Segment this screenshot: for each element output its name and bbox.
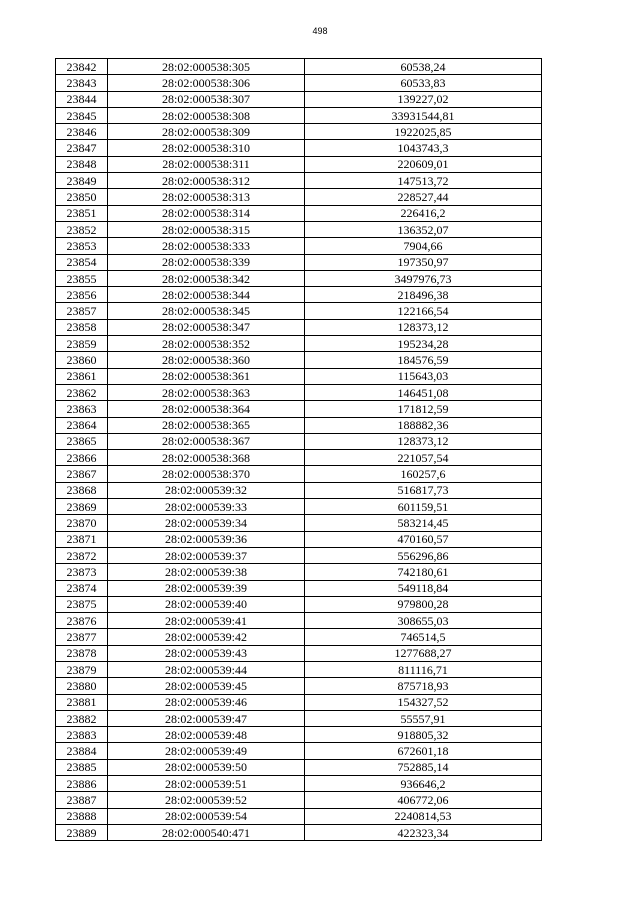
cadastral-number-cell: 28:02:000539:48 [108, 727, 305, 743]
cadastral-number-cell: 28:02:000538:309 [108, 124, 305, 140]
value-cell: 918805,32 [305, 727, 542, 743]
cadastral-number-cell: 28:02:000540:471 [108, 824, 305, 840]
value-cell: 226416,2 [305, 205, 542, 221]
cadastral-number-cell: 28:02:000538:308 [108, 107, 305, 123]
cadastral-number-cell: 28:02:000539:46 [108, 694, 305, 710]
cadastral-number-cell: 28:02:000538:361 [108, 368, 305, 384]
cadastral-number-cell: 28:02:000538:363 [108, 384, 305, 400]
value-cell: 746514,5 [305, 629, 542, 645]
row-number-cell: 23859 [56, 336, 108, 352]
value-cell: 556296,86 [305, 547, 542, 563]
row-number-cell: 23880 [56, 678, 108, 694]
value-cell: 195234,28 [305, 336, 542, 352]
value-cell: 742180,61 [305, 564, 542, 580]
row-number-cell: 23863 [56, 401, 108, 417]
value-cell: 197350,97 [305, 254, 542, 270]
cadastral-number-cell: 28:02:000538:370 [108, 466, 305, 482]
row-number-cell: 23868 [56, 482, 108, 498]
cadastral-number-cell: 28:02:000539:50 [108, 759, 305, 775]
value-cell: 128373,12 [305, 319, 542, 335]
table-row [56, 596, 542, 612]
table-row [56, 515, 542, 531]
table-row [56, 613, 542, 629]
cadastral-number-cell: 28:02:000538:307 [108, 91, 305, 107]
row-number-cell: 23876 [56, 613, 108, 629]
value-cell: 33931544,81 [305, 107, 542, 123]
table-row [56, 238, 542, 254]
row-number-cell: 23871 [56, 531, 108, 547]
value-cell: 406772,06 [305, 792, 542, 808]
cadastral-number-cell: 28:02:000539:52 [108, 792, 305, 808]
value-cell: 1277688,27 [305, 645, 542, 661]
cadastral-number-cell: 28:02:000538:342 [108, 270, 305, 286]
cadastral-number-cell: 28:02:000539:42 [108, 629, 305, 645]
row-number-cell: 23857 [56, 303, 108, 319]
row-number-cell: 23864 [56, 417, 108, 433]
cadastral-number-cell: 28:02:000539:47 [108, 710, 305, 726]
cadastral-number-cell: 28:02:000538:313 [108, 189, 305, 205]
cadastral-number-cell: 28:02:000538:364 [108, 401, 305, 417]
cadastral-number-cell: 28:02:000539:44 [108, 661, 305, 677]
table-row [56, 694, 542, 710]
value-cell: 171812,59 [305, 401, 542, 417]
value-cell: 1922025,85 [305, 124, 542, 140]
table-row [56, 629, 542, 645]
value-cell: 601159,51 [305, 499, 542, 515]
table-row [56, 303, 542, 319]
table-row [56, 124, 542, 140]
table-row [56, 254, 542, 270]
cadastral-number-cell: 28:02:000538:360 [108, 352, 305, 368]
value-cell: 146451,08 [305, 384, 542, 400]
value-cell: 136352,07 [305, 221, 542, 237]
row-number-cell: 23847 [56, 140, 108, 156]
cadastral-number-cell: 28:02:000538:347 [108, 319, 305, 335]
cadastral-number-cell: 28:02:000539:54 [108, 808, 305, 824]
row-number-cell: 23873 [56, 564, 108, 580]
table-row [56, 433, 542, 449]
cadastral-number-cell: 28:02:000538:314 [108, 205, 305, 221]
value-cell: 422323,34 [305, 824, 542, 840]
table-row [56, 661, 542, 677]
row-number-cell: 23849 [56, 173, 108, 189]
value-cell: 811116,71 [305, 661, 542, 677]
table-row [56, 384, 542, 400]
table-row [56, 824, 542, 840]
value-cell: 115643,03 [305, 368, 542, 384]
table-row [56, 482, 542, 498]
page-number: 498 [312, 26, 328, 36]
value-cell: 139227,02 [305, 91, 542, 107]
value-cell: 221057,54 [305, 450, 542, 466]
row-number-cell: 23885 [56, 759, 108, 775]
cadastral-number-cell: 28:02:000538:311 [108, 156, 305, 172]
row-number-cell: 23874 [56, 580, 108, 596]
value-cell: 752885,14 [305, 759, 542, 775]
cadastral-value-table [55, 58, 542, 841]
table-row [56, 678, 542, 694]
table-row [56, 107, 542, 123]
row-number-cell: 23851 [56, 205, 108, 221]
value-cell: 188882,36 [305, 417, 542, 433]
table-row [56, 743, 542, 759]
cadastral-number-cell: 28:02:000539:38 [108, 564, 305, 580]
cadastral-number-cell: 28:02:000538:315 [108, 221, 305, 237]
row-number-cell: 23844 [56, 91, 108, 107]
cadastral-number-cell: 28:02:000538:310 [108, 140, 305, 156]
value-cell: 2240814,53 [305, 808, 542, 824]
row-number-cell: 23875 [56, 596, 108, 612]
table-row [56, 401, 542, 417]
row-number-cell: 23858 [56, 319, 108, 335]
table-row [56, 547, 542, 563]
cadastral-number-cell: 28:02:000538:352 [108, 336, 305, 352]
cadastral-number-cell: 28:02:000538:312 [108, 173, 305, 189]
value-cell: 60533,83 [305, 75, 542, 91]
cadastral-number-cell: 28:02:000539:32 [108, 482, 305, 498]
row-number-cell: 23888 [56, 808, 108, 824]
row-number-cell: 23843 [56, 75, 108, 91]
cadastral-number-cell: 28:02:000539:49 [108, 743, 305, 759]
row-number-cell: 23842 [56, 59, 108, 75]
value-cell: 55557,91 [305, 710, 542, 726]
row-number-cell: 23883 [56, 727, 108, 743]
table-row [56, 727, 542, 743]
cadastral-number-cell: 28:02:000538:367 [108, 433, 305, 449]
table-row [56, 580, 542, 596]
table-row [56, 710, 542, 726]
table-row [56, 189, 542, 205]
cadastral-number-cell: 28:02:000539:34 [108, 515, 305, 531]
value-cell: 128373,12 [305, 433, 542, 449]
table-row [56, 776, 542, 792]
cadastral-number-cell: 28:02:000539:37 [108, 547, 305, 563]
table-row [56, 450, 542, 466]
table-row [56, 499, 542, 515]
row-number-cell: 23845 [56, 107, 108, 123]
row-number-cell: 23882 [56, 710, 108, 726]
cadastral-number-cell: 28:02:000538:365 [108, 417, 305, 433]
cadastral-number-cell: 28:02:000539:36 [108, 531, 305, 547]
row-number-cell: 23854 [56, 254, 108, 270]
cadastral-number-cell: 28:02:000539:43 [108, 645, 305, 661]
table-row [56, 91, 542, 107]
cadastral-number-cell: 28:02:000538:305 [108, 59, 305, 75]
value-cell: 308655,03 [305, 613, 542, 629]
cadastral-number-cell: 28:02:000538:368 [108, 450, 305, 466]
value-cell: 672601,18 [305, 743, 542, 759]
value-cell: 218496,38 [305, 287, 542, 303]
row-number-cell: 23889 [56, 824, 108, 840]
table-row [56, 564, 542, 580]
value-cell: 122166,54 [305, 303, 542, 319]
table-row [56, 336, 542, 352]
table-body [56, 59, 542, 841]
table-row [56, 270, 542, 286]
table-row [56, 319, 542, 335]
value-cell: 228527,44 [305, 189, 542, 205]
cadastral-number-cell: 28:02:000538:339 [108, 254, 305, 270]
row-number-cell: 23861 [56, 368, 108, 384]
cadastral-number-cell: 28:02:000539:33 [108, 499, 305, 515]
row-number-cell: 23860 [56, 352, 108, 368]
table-row [56, 287, 542, 303]
value-cell: 7904,66 [305, 238, 542, 254]
cadastral-number-cell: 28:02:000538:344 [108, 287, 305, 303]
value-cell: 875718,93 [305, 678, 542, 694]
cadastral-number-cell: 28:02:000539:45 [108, 678, 305, 694]
table-row [56, 368, 542, 384]
value-cell: 516817,73 [305, 482, 542, 498]
cadastral-number-cell: 28:02:000539:41 [108, 613, 305, 629]
table-row [56, 417, 542, 433]
cadastral-number-cell: 28:02:000538:306 [108, 75, 305, 91]
row-number-cell: 23884 [56, 743, 108, 759]
table-row [56, 759, 542, 775]
row-number-cell: 23869 [56, 499, 108, 515]
row-number-cell: 23855 [56, 270, 108, 286]
row-number-cell: 23887 [56, 792, 108, 808]
row-number-cell: 23877 [56, 629, 108, 645]
table-row [56, 808, 542, 824]
value-cell: 184576,59 [305, 352, 542, 368]
cadastral-number-cell: 28:02:000539:51 [108, 776, 305, 792]
cadastral-number-cell: 28:02:000538:333 [108, 238, 305, 254]
value-cell: 583214,45 [305, 515, 542, 531]
row-number-cell: 23856 [56, 287, 108, 303]
cadastral-number-cell: 28:02:000539:39 [108, 580, 305, 596]
table-row [56, 140, 542, 156]
row-number-cell: 23848 [56, 156, 108, 172]
table-row [56, 173, 542, 189]
row-number-cell: 23870 [56, 515, 108, 531]
value-cell: 936646,2 [305, 776, 542, 792]
row-number-cell: 23872 [56, 547, 108, 563]
row-number-cell: 23879 [56, 661, 108, 677]
table-row [56, 466, 542, 482]
table-row [56, 531, 542, 547]
table-row [56, 645, 542, 661]
table-row [56, 59, 542, 75]
table-row [56, 792, 542, 808]
row-number-cell: 23881 [56, 694, 108, 710]
value-cell: 220609,01 [305, 156, 542, 172]
value-cell: 470160,57 [305, 531, 542, 547]
value-cell: 160257,6 [305, 466, 542, 482]
row-number-cell: 23862 [56, 384, 108, 400]
value-cell: 147513,72 [305, 173, 542, 189]
cadastral-number-cell: 28:02:000538:345 [108, 303, 305, 319]
row-number-cell: 23886 [56, 776, 108, 792]
row-number-cell: 23865 [56, 433, 108, 449]
row-number-cell: 23867 [56, 466, 108, 482]
value-cell: 3497976,73 [305, 270, 542, 286]
row-number-cell: 23878 [56, 645, 108, 661]
row-number-cell: 23850 [56, 189, 108, 205]
table-row [56, 352, 542, 368]
value-cell: 979800,28 [305, 596, 542, 612]
row-number-cell: 23866 [56, 450, 108, 466]
row-number-cell: 23846 [56, 124, 108, 140]
row-number-cell: 23853 [56, 238, 108, 254]
table-row [56, 75, 542, 91]
value-cell: 549118,84 [305, 580, 542, 596]
table-row [56, 156, 542, 172]
value-cell: 60538,24 [305, 59, 542, 75]
table-row [56, 205, 542, 221]
cadastral-number-cell: 28:02:000539:40 [108, 596, 305, 612]
row-number-cell: 23852 [56, 221, 108, 237]
value-cell: 1043743,3 [305, 140, 542, 156]
table-row [56, 221, 542, 237]
value-cell: 154327,52 [305, 694, 542, 710]
